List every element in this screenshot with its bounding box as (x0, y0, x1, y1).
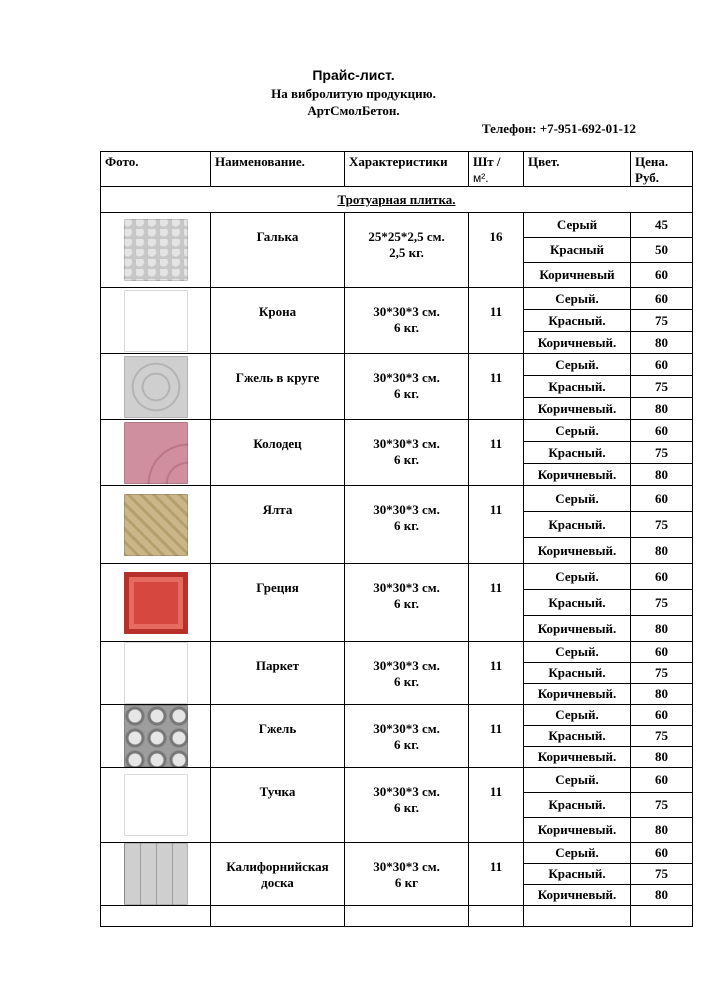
variant-price: 75 (631, 663, 693, 684)
variant-price: 60 (631, 354, 693, 376)
product-spec-line: 6 кг. (394, 452, 419, 467)
product-spec-line: 30*30*3 см. (373, 370, 440, 385)
product-spec-line: 30*30*3 см. (373, 721, 440, 736)
product-name-line: доска (261, 875, 294, 890)
variant-color: Коричневый. (524, 538, 631, 564)
product-qty-per-m2: 11 (469, 420, 524, 486)
variant-price: 80 (631, 332, 693, 354)
product-photo (124, 774, 188, 836)
variant-price: 60 (631, 843, 693, 864)
product-photo-cell (101, 486, 211, 564)
product-qty-per-m2: 11 (469, 843, 524, 906)
product-name-line: Колодец (253, 436, 302, 451)
product-name (211, 288, 345, 354)
product-photo-cell (101, 213, 211, 288)
variant-color: Серый. (524, 642, 631, 663)
variant-color: Коричневый (524, 263, 631, 288)
phone-number: Телефон: +7-951-692-01-12 (482, 121, 636, 136)
product-photo (124, 642, 188, 704)
product-specs (345, 642, 469, 705)
variant-color: Красный. (524, 663, 631, 684)
product-photo (124, 219, 188, 281)
product-photo (124, 422, 188, 484)
product-specs (345, 354, 469, 420)
product-photo (124, 843, 188, 905)
table-row (101, 705, 693, 726)
col-color-header: Цвет. (524, 152, 631, 187)
product-name-line: Паркет (255, 658, 300, 673)
product-photo-cell (101, 642, 211, 705)
variant-price: 80 (631, 747, 693, 768)
col-name-header: Наименование. (211, 152, 345, 187)
product-photo-cell (101, 768, 211, 843)
product-name (211, 768, 345, 843)
product-spec-line: 30*30*3 см. (373, 580, 440, 595)
variant-price: 60 (631, 564, 693, 590)
product-spec-line: 30*30*3 см. (373, 859, 440, 874)
product-name (211, 843, 345, 906)
product-name (211, 564, 345, 642)
product-name-line: Галька (256, 229, 299, 244)
product-name (211, 642, 345, 705)
product-photo-cell (101, 420, 211, 486)
product-specs (345, 768, 469, 843)
table-row (101, 843, 693, 864)
product-name-line: Ялта (262, 502, 293, 517)
empty-cell (345, 906, 469, 927)
product-spec-line: 6 кг. (394, 320, 419, 335)
product-specs (345, 843, 469, 906)
price-header-line1: Цена. (635, 154, 669, 169)
table-row (101, 288, 693, 310)
unit-prefix: Шт / (473, 154, 501, 169)
variant-color: Красный. (524, 864, 631, 885)
variant-color: Красный. (524, 512, 631, 538)
variant-color: Коричневый. (524, 885, 631, 906)
col-photo-header: Фото. (101, 152, 211, 187)
variant-price: 80 (631, 538, 693, 564)
variant-color: Коричневый. (524, 464, 631, 486)
empty-cell (524, 906, 631, 927)
product-specs (345, 705, 469, 768)
variant-color: Серый. (524, 705, 631, 726)
variant-color: Серый. (524, 354, 631, 376)
product-spec-line: 6 кг. (394, 386, 419, 401)
col-specs-header: Характеристики (345, 152, 469, 187)
variant-color: Коричневый. (524, 747, 631, 768)
unit-suffix: м². (473, 171, 489, 185)
variant-price: 75 (631, 310, 693, 332)
product-photo-cell (101, 564, 211, 642)
variant-color: Коричневый. (524, 398, 631, 420)
variant-price: 75 (631, 864, 693, 885)
product-qty-per-m2: 11 (469, 564, 524, 642)
variant-color: Красный. (524, 590, 631, 616)
product-spec-line: 6 кг (394, 875, 419, 890)
product-qty-per-m2: 16 (469, 213, 524, 288)
product-qty-per-m2: 11 (469, 768, 524, 843)
variant-price: 80 (631, 885, 693, 906)
product-name (211, 705, 345, 768)
table-row (101, 213, 693, 238)
section-row (101, 187, 693, 213)
product-qty-per-m2: 11 (469, 288, 524, 354)
variant-color: Серый. (524, 420, 631, 442)
empty-cell (101, 906, 211, 927)
variant-price: 60 (631, 642, 693, 663)
variant-price: 45 (631, 213, 693, 238)
variant-price: 60 (631, 288, 693, 310)
variant-color: Красный. (524, 310, 631, 332)
product-name-line: Гжель в круге (235, 370, 320, 385)
table-row (101, 642, 693, 663)
variant-color: Красный. (524, 726, 631, 747)
company-name: АртСмолБетон. (307, 103, 400, 118)
variant-price: 60 (631, 420, 693, 442)
product-qty-per-m2: 11 (469, 354, 524, 420)
variant-color: Серый. (524, 768, 631, 793)
variant-price: 60 (631, 768, 693, 793)
product-specs (345, 420, 469, 486)
product-spec-line: 6 кг. (394, 674, 419, 689)
variant-color: Коричневый. (524, 616, 631, 642)
product-spec-line: 6 кг. (394, 518, 419, 533)
variant-price: 60 (631, 263, 693, 288)
variant-color: Красный. (524, 442, 631, 464)
variant-color: Серый (524, 213, 631, 238)
product-spec-line: 25*25*2,5 см. (368, 229, 445, 244)
variant-price: 60 (631, 705, 693, 726)
product-name (211, 420, 345, 486)
product-spec-line: 30*30*3 см. (373, 784, 440, 799)
product-name-line: Тучка (259, 784, 296, 799)
table-row (101, 354, 693, 376)
product-photo-cell (101, 354, 211, 420)
price-header-line2: Руб. (635, 170, 660, 185)
product-photo-cell (101, 705, 211, 768)
product-name-line: Калифорнийская (226, 859, 329, 874)
variant-price: 75 (631, 590, 693, 616)
product-spec-line: 6 кг. (394, 737, 419, 752)
product-photo (124, 356, 188, 418)
variant-color: Коричневый. (524, 332, 631, 354)
variant-price: 60 (631, 486, 693, 512)
variant-price: 80 (631, 818, 693, 843)
product-photo (124, 290, 188, 352)
variant-color: Серый. (524, 843, 631, 864)
empty-cell (211, 906, 345, 927)
page-title: Прайс-лист. (312, 67, 395, 83)
product-specs (345, 288, 469, 354)
product-name-line: Крона (258, 304, 297, 319)
product-qty-per-m2: 11 (469, 486, 524, 564)
product-spec-line: 30*30*3 см. (373, 436, 440, 451)
product-qty-per-m2: 11 (469, 705, 524, 768)
variant-color: Серый. (524, 288, 631, 310)
product-spec-line: 30*30*3 см. (373, 304, 440, 319)
variant-price: 75 (631, 442, 693, 464)
variant-color: Красный. (524, 376, 631, 398)
variant-color: Серый. (524, 486, 631, 512)
product-qty-per-m2: 11 (469, 642, 524, 705)
price-table (100, 151, 693, 927)
section-title: Тротуарная плитка. (337, 191, 456, 207)
product-specs (345, 564, 469, 642)
product-spec-line: 30*30*3 см. (373, 502, 440, 517)
product-photo (124, 572, 188, 634)
product-name (211, 354, 345, 420)
table-row (101, 486, 693, 512)
product-spec-line: 6 кг. (394, 800, 419, 815)
variant-color: Коричневый. (524, 818, 631, 843)
product-photo-cell (101, 843, 211, 906)
product-photo (124, 705, 188, 767)
product-spec-line: 6 кг. (394, 596, 419, 611)
table-row (101, 768, 693, 793)
product-name-line: Греция (256, 580, 299, 595)
table-row (101, 564, 693, 590)
product-spec-line: 30*30*3 см. (373, 658, 440, 673)
variant-price: 75 (631, 376, 693, 398)
product-name (211, 213, 345, 288)
variant-price: 80 (631, 684, 693, 705)
variant-price: 80 (631, 398, 693, 420)
col-unit-header (469, 152, 524, 187)
variant-color: Красный (524, 238, 631, 263)
product-photo-cell (101, 288, 211, 354)
empty-cell (469, 906, 524, 927)
variant-color: Коричневый. (524, 684, 631, 705)
variant-price: 80 (631, 464, 693, 486)
table-header-row (101, 152, 693, 187)
variant-price: 80 (631, 616, 693, 642)
variant-price: 75 (631, 726, 693, 747)
empty-row (101, 906, 693, 927)
product-specs (345, 486, 469, 564)
empty-cell (631, 906, 693, 927)
product-name-line: Гжель (258, 721, 297, 736)
variant-price: 75 (631, 793, 693, 818)
col-price-header (631, 152, 693, 187)
variant-color: Красный. (524, 793, 631, 818)
product-name (211, 486, 345, 564)
variant-price: 75 (631, 512, 693, 538)
product-spec-line: 2,5 кг. (389, 245, 424, 260)
table-row (101, 420, 693, 442)
variant-color: Серый. (524, 564, 631, 590)
variant-price: 50 (631, 238, 693, 263)
page-subtitle: На вибролитую продукцию. (271, 86, 436, 101)
product-photo (124, 494, 188, 556)
product-specs (345, 213, 469, 288)
